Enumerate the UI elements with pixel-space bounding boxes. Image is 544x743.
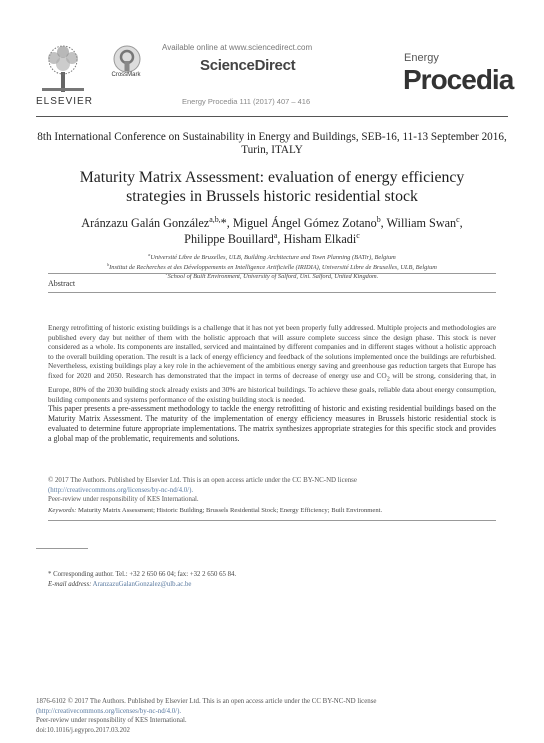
author-list: Aránzazu Galán González$^{a,b,}$*, Miguel Ángel Gómez Zotano$^b$, William Swan$^c$, Philippe Bouillard$^a$, Hisham Elkadi$^c$ xyxy=(81,214,463,246)
abstract-heading: Abstract xyxy=(48,279,76,288)
affiliation-a: $^a$Université Libre de Bruxelles, ULB, Building Architecture and Town Planning (BATir), Belgium xyxy=(148,251,396,261)
paper-title xyxy=(44,168,500,206)
peer-review-line: Peer-review under responsibility of KES International. xyxy=(48,496,199,504)
author-4-affil: a xyxy=(273,230,278,240)
author-4[interactable]: Philippe Bouillard xyxy=(184,232,274,246)
keywords xyxy=(48,507,496,514)
abstract-heading-rule xyxy=(48,292,496,293)
doi[interactable]: doi:10.1016/j.egypro.2017.03.202 xyxy=(36,726,130,734)
author-3-affil: c xyxy=(456,214,460,224)
bottom-copyright xyxy=(36,697,506,735)
author-3[interactable]: William Swan xyxy=(386,216,457,230)
affiliation-c: School of Built Environment, University of Salford, Uni. Salford, United Kingdom. xyxy=(167,273,379,280)
elsevier-wordmark: ELSEVIER xyxy=(36,96,93,107)
license-link[interactable]: (http://creativecommons.org/licenses/by-nc-nd/4.0/). xyxy=(48,486,194,494)
email-link[interactable]: AranzazuGalanGonzalez@ulb.ac.be xyxy=(91,580,192,588)
footnote-rule xyxy=(36,548,88,549)
corresponding-author: * Corresponding author. Tel.: +32 2 650 66 04; fax: +32 2 650 65 84. xyxy=(48,571,237,578)
affiliation-b: $^b$Institut de Recherches et des Développements en Intelligence Artificielle (IRIDIA), Université Libre de Bruxelles, ULB, Belgium xyxy=(107,261,437,271)
author-5-affil: c xyxy=(356,230,360,240)
abstract-bottom-rule xyxy=(48,520,496,521)
journal-logo-procedia: Procedia xyxy=(403,64,514,95)
author-1[interactable]: Aránzazu Galán González xyxy=(81,216,210,230)
bottom-license-link[interactable]: (http://creativecommons.org/licenses/by-nc-nd/4.0/). xyxy=(36,707,182,715)
abstract-top-rule xyxy=(48,273,496,274)
title-line-1: Maturity Matrix Assessment: evaluation of energy efficiency xyxy=(79,169,465,186)
corresponding-mark: * xyxy=(220,216,227,230)
keywords-label: Keywords: xyxy=(48,507,77,514)
abstract-body xyxy=(48,323,496,443)
bottom-issn-line: 1876-6102 © 2017 The Authors. Published by Elsevier Ltd. This is an open access article under the CC BY-NC-ND license xyxy=(36,698,377,705)
crossmark-label: CrossMark xyxy=(111,72,141,78)
bottom-peer-review: Peer-review under responsibility of KES International. xyxy=(36,717,187,725)
journal-reference: Energy Procedia 111 (2017) 407 – 416 xyxy=(182,97,311,106)
sciencedirect-logo: ScienceDirect xyxy=(200,57,296,74)
title-line-2: strategies in Brussels historic residential stock xyxy=(126,188,418,205)
crossmark-icon[interactable] xyxy=(112,44,142,74)
copyright-line-1: © 2017 The Authors. Published by Elsevier Ltd. This is an open access article under the CC BY-NC-ND license xyxy=(48,477,357,484)
affiliations xyxy=(60,253,484,282)
header-rule xyxy=(36,116,508,117)
conference-line: 8th International Conference on Sustainability in Energy and Buildings, SEB-16, 11-13 September 2016, Turin, ITALY xyxy=(37,131,507,156)
author-5[interactable]: Hisham Elkadi xyxy=(283,232,357,246)
author-1-affil: a,b, xyxy=(209,214,221,224)
elsevier-tree-logo-icon xyxy=(36,44,90,94)
abstract-paragraph-2: This paper presents a pre-assessment methodology to tackle the energy retrofitting of historic and existing residential buildings based on the Maturity Matrix Assessment. The maturity of the implementation of energy efficiency measures in Brussels historic residential stock is evaluated to determine future appropriate implementations. The matrix synthesizes appropriate strategies for this specific stock and provides a global map of the problematic, requirements and solutions. xyxy=(48,404,496,443)
copyright-block xyxy=(48,476,496,505)
footnote xyxy=(48,570,236,589)
author-2-affil: b xyxy=(376,214,381,224)
keywords-text: Maturity Matrix Assessment; Historic Building; Brussels Residential Stock; Energy Efficiency; Built Environment. xyxy=(76,507,383,514)
journal-logo-energy: Energy xyxy=(404,52,439,64)
author-2[interactable]: Miguel Ángel Gómez Zotano xyxy=(232,216,377,230)
abstract-paragraph-1: Energy retrofitting of historic existing buildings is a challenge that it has not yet been properly fully addressed. Multiple projects and methodologies are published every day but neither of them with the holistic approach that will assure complete success since the design phase. This stock is never considered as a whole. Its components are installed, serviced and maintained by different companies and in different stages without a holistic approach to the overall building operation. The result is a lack of energy efficiency and feedback of the solutions implemented once the buildings are refurbished. Nevertheless, existing buildings play a key role in the achievement of the ambitious energy saving and greenhouse gas reduction targets that Europe has fixed for 2020 and 2050. Research has demonstrated that the impact in terms of decrease of energy use and $CO_2$ will be strong, considering that, in Europe, 80% of the 2030 building stock already exists and 30% are historical buildings. To achieve these goals, reliable data about energy consumption, building components and systems performance of the existing building stock is needed. xyxy=(48,323,497,404)
available-online-text[interactable]: Available online at www.sciencedirect.com xyxy=(162,43,313,52)
email-line: E-mail address: AranzazuGalanGonzalez@ulb.ac.be xyxy=(48,580,192,588)
